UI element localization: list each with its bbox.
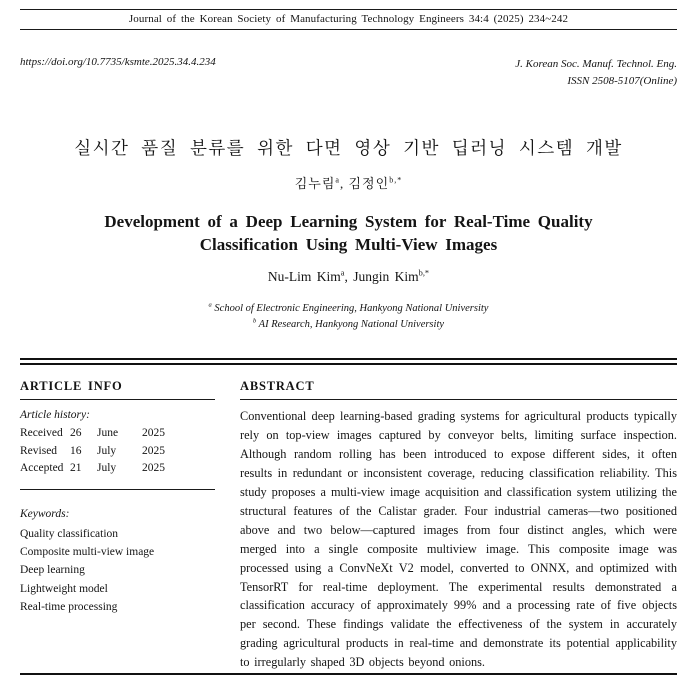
history-year: 2025 bbox=[142, 427, 165, 440]
abstract-section bbox=[240, 379, 677, 672]
history-label: Accepted bbox=[20, 461, 64, 474]
journal-masthead bbox=[20, 9, 677, 30]
history-year: 2025 bbox=[142, 444, 165, 457]
korean-author-2-sup: b,* bbox=[389, 175, 403, 185]
english-authors bbox=[20, 269, 677, 285]
affiliation-a-sup: a bbox=[208, 301, 212, 309]
abstract-text: Conventional deep learning-based grading systems for agricultural products typically rely on top-view images captured by conveyor belts, limiting surface inspection. Although random rolling has been introduced to expose different sides, it often results in redundant or inconsistent coverage, reducing classification reliability. This study proposes a multi-view image acquisition and classification system utilizing the structural features of the Calistar grader. Four industrial cameras—two positioned above and two below—captured images from four distinct angles, which were merged into a single composite multiview image. This composite image was processed using a ConvNeXt V2 model, converted to ONNX, and optimized with TensorRT for real-time deployment. The experimental results demonstrated a classification accuracy of approximately 99% and a processing rate of five objects per second. These findings validate the effectiveness of the system in accurately grading agricultural products in real-time and demonstrate its potential applicability to irregularly shaped 3D objects beyond onions. bbox=[240, 409, 677, 670]
article-info-section bbox=[20, 379, 215, 672]
doi-link[interactable]: https://doi.org/10.7735/ksmte.2025.34.4.234 bbox=[20, 56, 216, 68]
affiliations bbox=[20, 301, 677, 333]
english-author-1: Nu-Lim Kim bbox=[267, 268, 341, 284]
history-day: 26 bbox=[70, 427, 82, 440]
article-info-heading: ARTICLE INFO bbox=[20, 379, 215, 400]
info-abstract-columns bbox=[20, 379, 677, 672]
affiliation-b-sup: b bbox=[252, 317, 257, 325]
english-author-2: , Jungin Kim bbox=[344, 268, 419, 284]
history-month: July bbox=[97, 461, 117, 474]
history-year: 2025 bbox=[142, 461, 165, 474]
abstract-heading: ABSTRACT bbox=[240, 379, 677, 400]
history-row-revised bbox=[20, 443, 215, 460]
keyword-item: Composite multi-view image bbox=[20, 546, 155, 559]
history-month: July bbox=[97, 444, 117, 457]
history-month: June bbox=[97, 427, 119, 440]
section-divider-rule bbox=[20, 358, 677, 365]
korean-author-2: , 김정인 bbox=[340, 176, 390, 191]
issn: ISSN 2508-5107(Online) bbox=[567, 74, 677, 87]
affiliation-b-text: AI Research, Hankyong National University bbox=[258, 318, 445, 330]
article-info-divider bbox=[20, 489, 215, 490]
korean-title: 실시간 품질 분류를 위한 다면 영상 기반 딥러닝 시스템 개발 bbox=[74, 138, 623, 158]
english-author-2-sup: b,* bbox=[418, 268, 430, 278]
history-label: Revised bbox=[20, 444, 58, 457]
keywords-list bbox=[20, 525, 215, 616]
article-history bbox=[20, 425, 215, 477]
keyword-item: Deep learning bbox=[20, 564, 85, 577]
history-day: 16 bbox=[70, 444, 82, 457]
keyword-item: Lightweight model bbox=[20, 582, 108, 595]
history-row-received bbox=[20, 425, 215, 442]
journal-abbrev: J. Korean Soc. Manuf. Technol. Eng. bbox=[515, 58, 677, 70]
keyword-item: Quality classification bbox=[20, 528, 119, 541]
history-day: 21 bbox=[70, 461, 82, 474]
keywords-label: Keywords: bbox=[20, 508, 70, 521]
english-title: Development of a Deep Learning System for Real-Time Quality Classification Using Multi-View Images bbox=[104, 212, 593, 255]
keyword-item: Real-time processing bbox=[20, 600, 118, 613]
journal-meta bbox=[515, 56, 677, 89]
korean-authors bbox=[20, 173, 677, 192]
affiliation-b bbox=[20, 317, 677, 333]
bottom-rule bbox=[20, 673, 677, 675]
korean-author-1-sup: a bbox=[335, 175, 340, 185]
journal-header-line: Journal of the Korean Society of Manufacturing Technology Engineers 34:4 (2025) 234~242 bbox=[128, 13, 569, 25]
meta-row bbox=[20, 56, 677, 89]
affiliation-a bbox=[20, 301, 677, 317]
history-label: Received bbox=[20, 427, 63, 440]
affiliation-a-text: School of Electronic Engineering, Hankyong National University bbox=[214, 302, 489, 314]
article-history-label: Article history: bbox=[20, 409, 90, 422]
korean-author-1: 김누림 bbox=[294, 176, 336, 191]
english-author-1-sup: a bbox=[340, 268, 345, 278]
history-row-accepted bbox=[20, 460, 215, 477]
